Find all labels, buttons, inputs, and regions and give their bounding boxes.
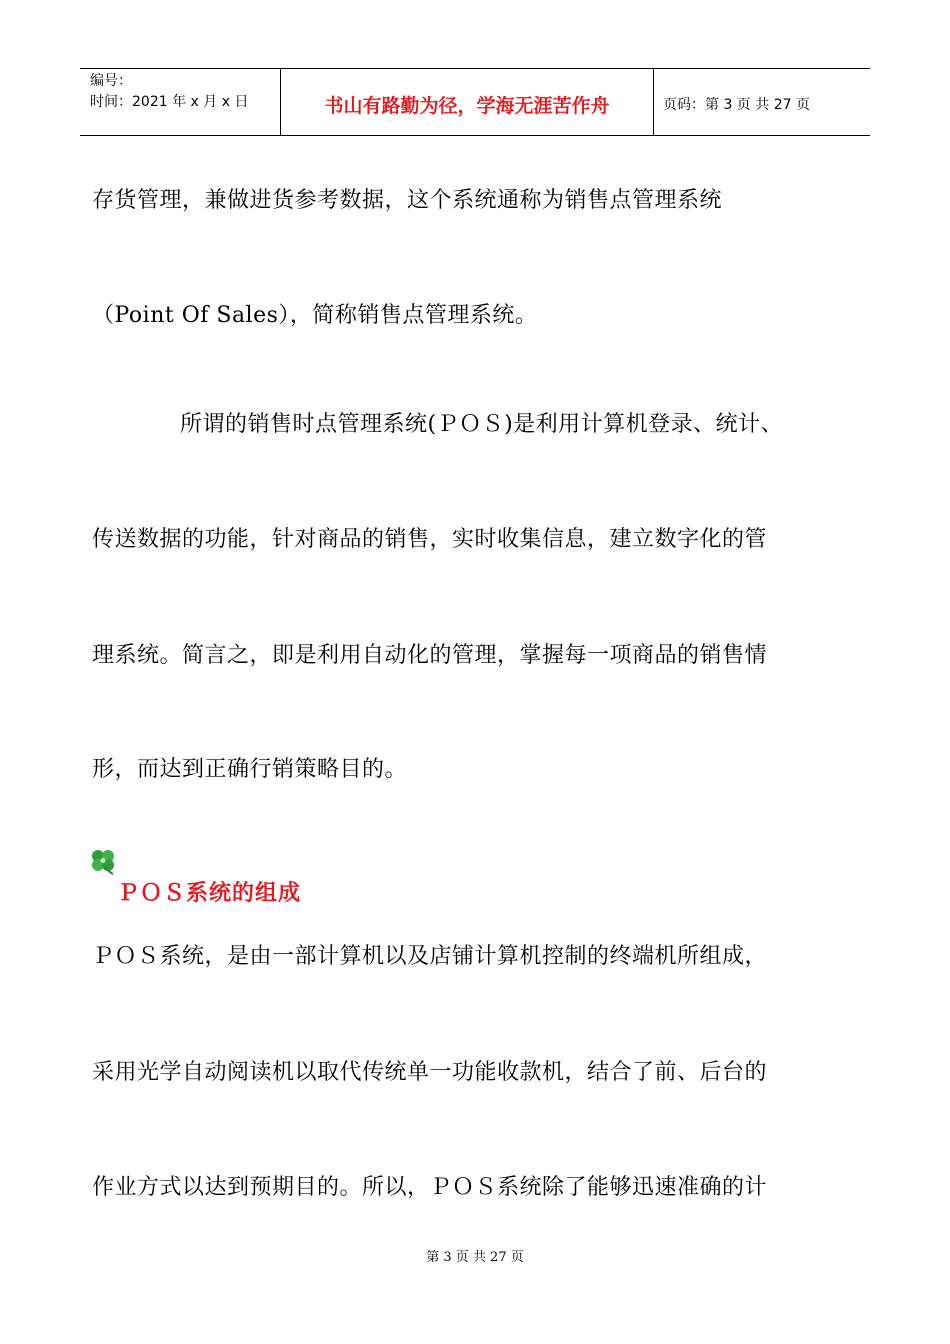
section-heading: ＰＯＳ系统的组成 (117, 881, 302, 906)
section-line: ＰＯＳ系统，是由一部计算机以及店铺计算机控制的终端机所组成， (92, 944, 768, 969)
clover-icon (89, 847, 117, 875)
section-line: 采用光学自动阅读机以取代传统单一功能收款机，结合了前、后台的 (92, 1060, 768, 1085)
body-line: 理系统。简言之，即是利用自动化的管理，掌握每一项商品的销售情 (92, 643, 768, 668)
body-line: （Point Of Sales），简称销售点管理系统。 (92, 303, 538, 328)
body-line: 存货管理，兼做进货参考数据，这个系统通称为销售点管理系统 (92, 188, 723, 213)
header-motto-cell (281, 69, 654, 135)
section-line: 作业方式以达到预期目的。所以，ＰＯＳ系统除了能够迅速准确的计 (92, 1175, 768, 1200)
header-date-label: 时间：2021 年 x 月 x 日 (90, 94, 249, 110)
body-line: 所谓的销售时点管理系统(ＰＯＳ)是利用计算机登录、统计、 (180, 412, 784, 437)
header-page-info: 页码：第 3 页 共 27 页 (663, 97, 810, 113)
header-meta-cell (80, 69, 281, 135)
header-page-cell (654, 69, 870, 135)
header-number-label: 编号： (90, 73, 132, 89)
body-line: 传送数据的功能，针对商品的销售，实时收集信息，建立数字化的管 (92, 527, 768, 552)
document-header (80, 68, 870, 136)
page-footer: 第 3 页 共 27 页 (426, 1250, 524, 1265)
body-line: 形，而达到正确行销策略目的。 (92, 757, 408, 782)
header-motto: 书山有路勤为径，学海无涯苦作舟 (324, 94, 610, 117)
